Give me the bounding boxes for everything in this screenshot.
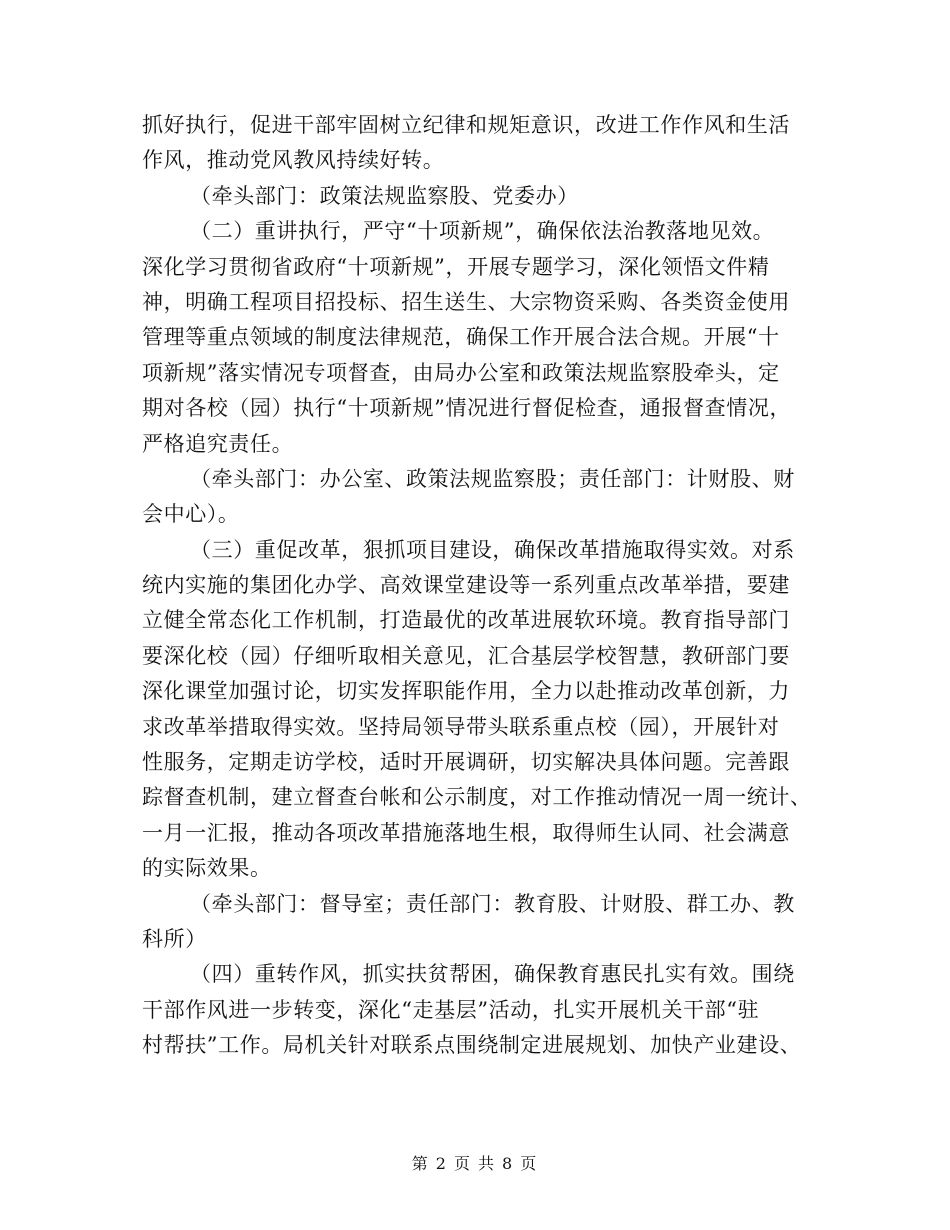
footer-total-unit: 页 [520,1154,539,1173]
document-body [142,108,810,1064]
body-line: 立健全常态化工作机制，打造最优的改革进展软环境。教育指导部门 [142,608,790,633]
footer-total-word: 共 [478,1154,497,1173]
body-line: 性服务，定期走访学校，适时开展调研，切实解决具体问题。完善跟 [142,750,790,775]
body-line: 神，明确工程项目招投标、招生送生、大宗物资采购、各类资金使用 [142,289,790,314]
footer-prefix: 第 [411,1154,430,1173]
section-heading-3: （三）重促改革，狠抓项目建设，确保改革措施取得实效。对系 [190,537,795,562]
footer-page-unit: 页 [453,1154,472,1173]
page-number-footer [0,1153,950,1175]
body-line: 作风，推动党风教风持续好转。 [142,148,445,173]
total-page-count: 8 [502,1154,515,1173]
lead-department-note: （牵头部门：政策法规监察股、党委办） [190,183,579,208]
body-line: 统内实施的集团化办学、高效课堂建设等一系列重点改革举措，要建 [142,573,790,598]
body-line: 的实际效果。 [142,856,272,881]
body-line: 会中心）。 [142,502,240,527]
lead-department-note: （牵头部门：督导室；责任部门：教育股、计财股、群工办、教 [190,891,795,916]
body-line: 踪督查机制，建立督查台帐和公示制度，对工作推动情况一周一统计、 [142,785,812,810]
body-line: 村帮扶”工作。局机关针对联系点围绕制定进展规划、加快产业建设、 [142,1033,802,1058]
body-line: 管理等重点领域的制度法律规范，确保工作开展合法合规。开展“十 [142,325,780,350]
body-line: 严格追究责任。 [142,431,294,456]
body-line: 科所） [142,926,207,951]
section-heading-4: （四）重转作风，抓实扶贫帮困，确保教育惠民扎实有效。围绕 [190,962,795,987]
body-line: 一月一汇报，推动各项改革措施落地生根，取得师生认同、社会满意 [142,820,790,845]
current-page-number: 2 [435,1154,448,1173]
body-line: 抓好执行，促进干部牢固树立纪律和规矩意识，改进工作作风和生活 [142,113,790,137]
body-line: 要深化校（园）仔细听取相关意见，汇合基层学校智慧，教研部门要 [142,643,790,668]
body-line: 期对各校（园）执行“十项新规”情况进行督促检查，通报督查情况， [142,396,792,421]
section-heading-2: （二）重讲执行，严守“十项新规”，确保依法治教落地见效。 [190,219,775,244]
lead-department-note: （牵头部门：办公室、政策法规监察股；责任部门：计财股、财 [190,466,795,491]
body-line: 求改革举措取得实效。坚持局领导带头联系重点校（园），开展针对 [142,714,780,739]
body-line: 深化学习贯彻省政府“十项新规”，开展专题学习，深化领悟文件精 [142,254,770,279]
body-line: 深化课堂加强讨论，切实发挥职能作用，全力以赴推动改革创新，力 [142,679,790,704]
body-line: 干部作风进一步转变，深化“走基层”活动，扎实开展机关干部“驻 [142,997,760,1022]
body-line: 项新规”落实情况专项督查，由局办公室和政策法规监察股牵头，定 [142,360,780,385]
